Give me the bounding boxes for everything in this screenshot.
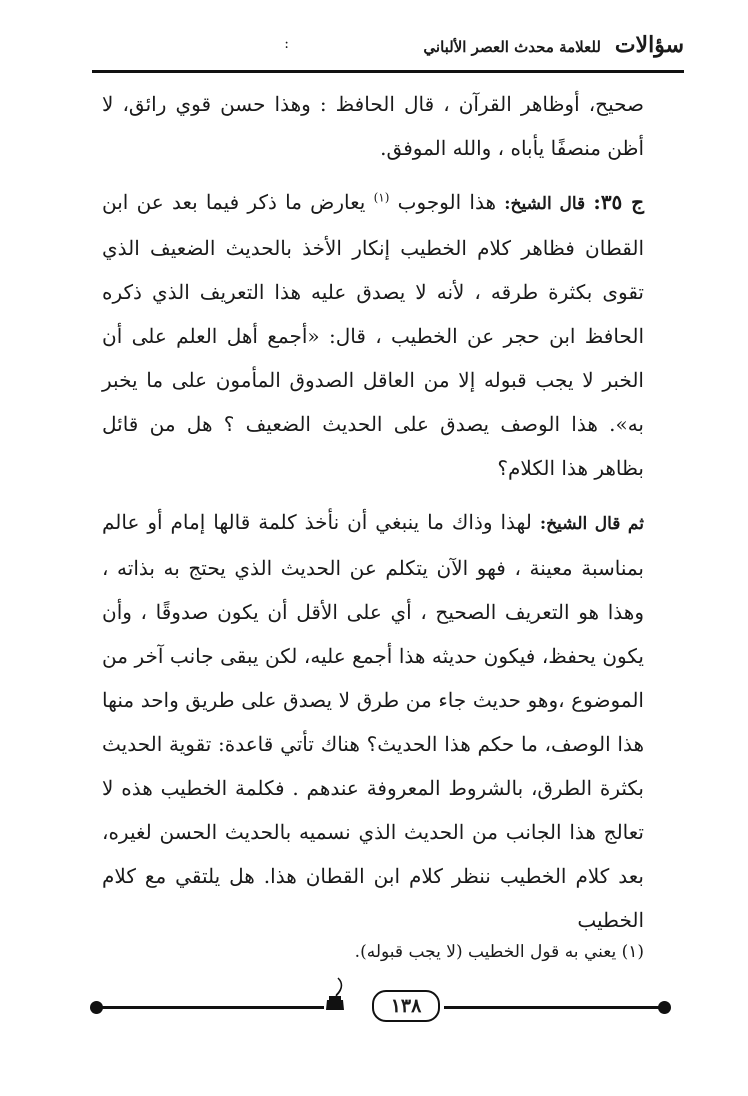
footnote: (١) يعني به قول الخطيب (لا يجب قبوله). — [354, 942, 644, 962]
paragraph-1 — [102, 82, 644, 170]
paragraph-2 — [102, 180, 644, 490]
speaker-label: قال الشيخ: — [504, 194, 586, 214]
answer-number: ج ٣٥: — [593, 190, 645, 214]
header-subtitle: للعلامة محدث العصر الألباني — [423, 38, 601, 56]
page-number: ١٣٨ — [372, 990, 440, 1022]
header-rule — [92, 70, 684, 73]
speaker-label: ثم قال الشيخ: — [539, 514, 644, 534]
paragraph-text: صحيح، أوظاهر القرآن ، قال الحافظ : وهذا حسن قوي رائق، لا أظن منصفًا يأباه ، والله الموفق. — [102, 92, 644, 160]
paragraph-text: لهذا وذاك ما ينبغي أن نأخذ كلمة قالها إمام أو عالم بمناسبة معينة ، فهو الآن يتكلم عن الحديث الذي يحتج به بذاته ، وهذا هو التعريف الصحيح ، أي على الأقل أن يكون صدوقًا ، وأن يكون يحفظ، فيكون حديثه هذا أجمع عليه، لكن يبقى جانب آخر من الموضوع ،وهو حديث جاء من طرق لا يصدق على طريق واحد منها هذا الوصف، ما حكم هذا الحديث؟ هناك تأتي قاعدة: تقوية الحديث بكثرة الطرق، بالشروط المعروفة عندهم . فكلمة الخطيب هذه لا تعالج هذا الجانب من الحديث الذي نسميه بالحديث الحسن لغيره، بعد كلام الخطيب ننظر كلام ابن القطان هذا. هل يلتقي مع كلام الخطيب — [102, 510, 644, 932]
header-title — [423, 32, 684, 58]
book-logo: سؤالات — [614, 32, 684, 58]
footer-rule-right — [444, 1006, 664, 1009]
running-header — [92, 26, 684, 72]
header-mark: : — [284, 36, 289, 52]
main-text — [102, 82, 644, 942]
inkwell-icon — [324, 976, 346, 1012]
footer-rule-left — [98, 1006, 324, 1009]
page-footer — [0, 990, 748, 1030]
paragraph-text: يعارض ما ذكر فيما بعد عن ابن القطان فظاهر كلام الخطيب إنكار الأخذ بالحديث الضعيف الذي تقوى بكثرة طرقه ، لأنه لا يصدق عليه هذا التعريف الذي ذكره الحافظ ابن حجر عن الخطيب ، قال: «أجمع أهل العلم على أن الخبر لا يجب قبوله إلا من العاقل الصدوق المأمون على ما يخبر به». هذا الوصف يصدق على الحديث الضعيف ؟ هل من قائل بظاهر هذا الكلام؟ — [102, 190, 644, 480]
paragraph-3 — [102, 500, 644, 942]
paragraph-text-lead: هذا الوجوب — [397, 190, 497, 214]
footnote-ref[interactable]: (١) — [373, 190, 390, 205]
ornament-dot — [658, 1001, 671, 1014]
